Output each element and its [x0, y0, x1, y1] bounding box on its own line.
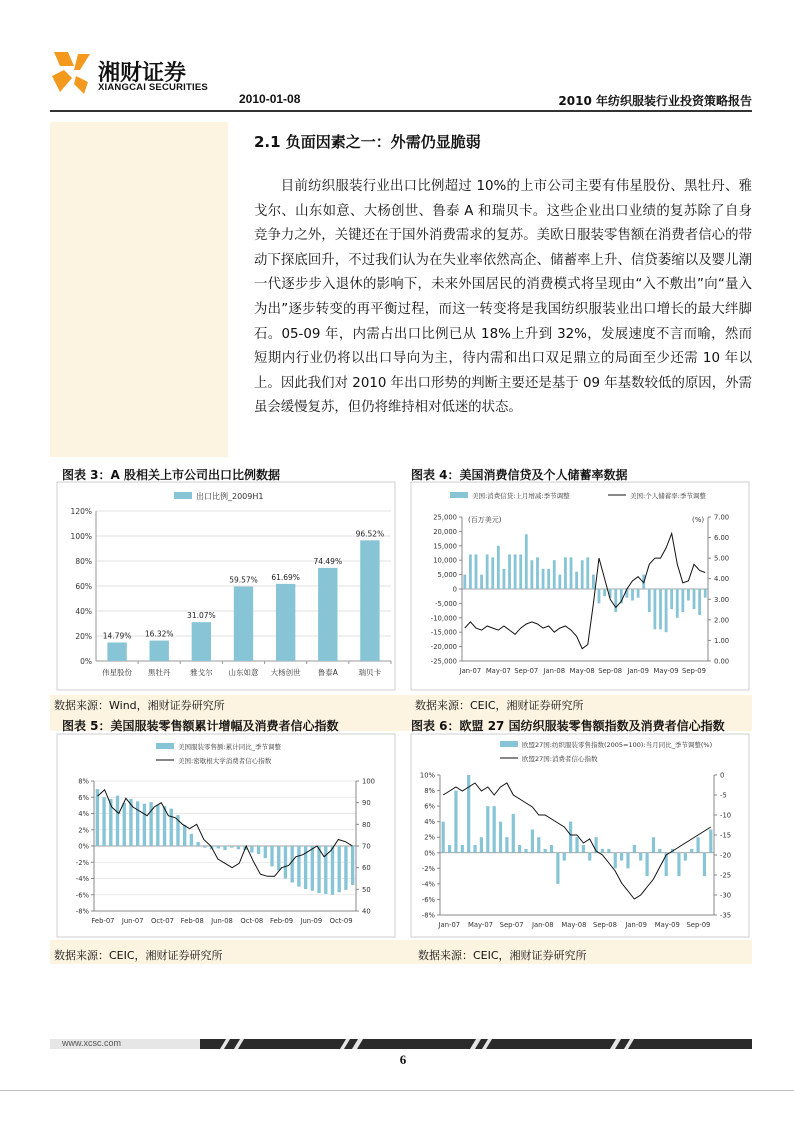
x-tick-label: Jan-07 — [438, 921, 461, 929]
bar — [196, 842, 199, 846]
left-tick-label: 20,000 — [433, 527, 457, 536]
bar — [575, 837, 578, 853]
right-tick-label: 40 — [362, 907, 371, 916]
bar — [143, 804, 146, 846]
bar — [331, 846, 334, 895]
bar — [518, 845, 521, 853]
bar — [703, 853, 706, 876]
x-tick-label: Jun-08 — [211, 917, 233, 925]
bar — [512, 814, 515, 853]
bar — [234, 587, 253, 661]
left-tick-label: 6% — [424, 802, 435, 811]
x-tick-label: 瑞贝卡 — [358, 668, 382, 677]
body-paragraph — [254, 175, 752, 421]
bar — [276, 584, 295, 661]
right-tick-label: 90 — [362, 799, 371, 808]
bar — [493, 806, 496, 853]
bar — [442, 822, 445, 853]
left-tick-label: -8% — [421, 911, 435, 920]
bar — [503, 569, 506, 589]
right-tick-label: 4.00 — [714, 575, 730, 584]
bar — [536, 557, 539, 589]
bar — [318, 568, 337, 661]
left-tick-label: -2% — [421, 864, 435, 873]
bar — [544, 849, 547, 853]
bar — [170, 809, 173, 846]
bar — [116, 796, 119, 846]
bar — [499, 822, 502, 853]
right-tick-label: 80 — [362, 820, 371, 829]
xiangcai-logo-icon — [50, 48, 94, 96]
bar — [588, 853, 591, 861]
bar — [525, 534, 528, 589]
x-tick-label: May-08 — [561, 921, 587, 929]
x-tick-label: May-08 — [569, 667, 595, 675]
x-tick-label: Jun-07 — [121, 917, 144, 925]
bar — [480, 837, 483, 853]
y-tick-label: 80% — [75, 557, 92, 566]
bar — [107, 643, 126, 661]
x-tick-label: 雅戈尔 — [190, 668, 213, 677]
report-date: 2010-01-08 — [239, 92, 301, 106]
left-tick-label: 6% — [78, 793, 89, 802]
left-tick-label: -4% — [75, 875, 89, 883]
left-tick-label: 10,000 — [433, 556, 457, 565]
legend-label-line: 欧盟27国:消费者信心指数 — [522, 755, 598, 763]
x-tick-label: Jan-07 — [459, 667, 482, 675]
bar — [250, 846, 253, 853]
bar — [486, 554, 489, 589]
right-unit-label: (%) — [692, 516, 705, 524]
bar — [519, 554, 522, 589]
left-margin-band — [50, 122, 228, 457]
left-tick-label: 10% — [419, 771, 435, 780]
fig6-chart — [410, 733, 750, 938]
bar — [693, 589, 696, 609]
bar — [469, 554, 472, 589]
left-unit-label: (百万美元) — [468, 516, 502, 524]
bar — [192, 622, 211, 661]
bar — [563, 853, 566, 861]
x-tick-label: Sep-08 — [593, 921, 617, 929]
bar — [223, 846, 226, 850]
bar — [614, 853, 617, 869]
right-tick-label: -5 — [720, 791, 727, 800]
y-tick-label: 40% — [75, 607, 92, 616]
legend-swatch — [174, 492, 192, 499]
x-tick-label: May-07 — [467, 921, 494, 929]
bar — [681, 589, 684, 612]
legend-swatch-bar — [156, 743, 174, 749]
page-number: 6 — [399, 1052, 407, 1067]
right-tick-label: 6.00 — [714, 534, 730, 543]
left-tick-label: 4% — [78, 810, 89, 818]
bar — [607, 849, 610, 853]
right-tick-label: 50 — [362, 885, 371, 894]
bar — [690, 849, 693, 853]
legend-label-bar: 美国:消费信贷:上月增减:季节调整 — [472, 492, 570, 500]
right-tick-label: -35 — [720, 911, 732, 920]
bar — [652, 837, 655, 853]
bar — [475, 554, 478, 589]
bar — [558, 575, 561, 589]
x-tick-label: Jan-08 — [531, 921, 554, 929]
left-tick-label: -25,000 — [430, 657, 457, 666]
bar — [670, 589, 673, 609]
right-tick-label: 3.00 — [714, 595, 730, 604]
bar — [277, 846, 280, 870]
chart-frame — [411, 734, 749, 937]
x-tick-label: Oct-08 — [240, 917, 264, 925]
bar — [311, 846, 314, 891]
fig3-chart — [56, 481, 396, 691]
bar — [291, 846, 294, 883]
right-tick-label: -10 — [720, 811, 732, 820]
left-tick-label: -15,000 — [430, 628, 457, 637]
bar — [324, 846, 327, 894]
right-tick-label: 1.00 — [714, 636, 730, 645]
right-tick-label: -25 — [720, 871, 732, 880]
x-tick-label: Jan-09 — [627, 667, 649, 675]
bar — [665, 589, 668, 632]
bar — [461, 845, 464, 853]
right-tick-label: 70 — [362, 842, 371, 851]
bar — [270, 846, 273, 866]
bar — [684, 853, 687, 861]
left-tick-label: 0 — [452, 585, 457, 594]
bar-value-label: 74.49% — [313, 556, 343, 566]
bar — [230, 846, 233, 848]
right-tick-label: -30 — [720, 891, 732, 900]
bar — [603, 589, 606, 596]
fig3-title: 图表 3：A 股相关上市公司出口比例数据 — [62, 468, 280, 482]
bar — [633, 845, 636, 853]
bar — [601, 849, 604, 853]
bar — [586, 557, 589, 589]
x-tick-label: Jan-08 — [543, 667, 566, 675]
bar — [553, 560, 556, 589]
left-tick-label: 0% — [78, 842, 89, 851]
x-tick-label: Sep-09 — [682, 667, 706, 675]
left-tick-label: -6% — [75, 891, 89, 900]
right-tick-label: 100 — [362, 777, 375, 786]
right-tick-label: 2.00 — [714, 616, 730, 625]
left-tick-label: 5,000 — [437, 571, 457, 580]
left-tick-label: 15,000 — [433, 542, 457, 551]
x-tick-label: 黑牡丹 — [147, 668, 171, 677]
bar — [237, 846, 240, 849]
bar — [264, 846, 267, 858]
x-tick-label: May-09 — [653, 667, 679, 675]
bar — [338, 846, 341, 892]
bar — [537, 837, 540, 853]
left-tick-label: -2% — [75, 858, 89, 867]
left-tick-label: -6% — [421, 895, 435, 904]
bar — [123, 803, 126, 846]
x-tick-label: 鲁泰A — [317, 668, 338, 677]
bar-value-label: 61.69% — [271, 572, 300, 582]
bar — [698, 589, 701, 615]
bar — [626, 853, 629, 869]
bar — [653, 589, 656, 629]
bar — [564, 557, 567, 589]
bar — [297, 846, 300, 887]
left-tick-label: 2% — [424, 833, 435, 842]
bar — [556, 853, 559, 884]
bar — [570, 557, 573, 589]
fig5-chart — [56, 733, 396, 938]
x-tick-label: Sep-07 — [499, 921, 524, 929]
y-tick-label: 100% — [70, 532, 92, 541]
fig6-title: 图表 6：欧盟 27 国纺织服装零售额指数及消费者信心指数 — [411, 719, 725, 733]
y-tick-label: 60% — [75, 582, 92, 591]
bar — [614, 589, 617, 612]
bar — [473, 845, 476, 853]
bar — [687, 589, 690, 601]
left-tick-label: -10,000 — [430, 614, 457, 623]
right-tick-label: 5.00 — [714, 554, 730, 563]
left-tick-label: -5,000 — [435, 599, 457, 608]
bar — [581, 560, 584, 589]
y-tick-label: 120% — [70, 507, 92, 516]
bar — [156, 805, 159, 846]
legend-label: 出口比例_2009H1 — [196, 492, 264, 501]
right-tick-label: 0 — [720, 771, 725, 780]
bar — [639, 853, 642, 861]
brand-name-cn: 湘财证券 — [98, 60, 187, 85]
bar — [637, 589, 640, 598]
left-tick-label: -20,000 — [430, 643, 457, 652]
x-tick-label: Feb-09 — [269, 917, 294, 925]
left-tick-label: 8% — [78, 777, 89, 786]
bar-value-label: 16.32% — [144, 629, 174, 639]
bar — [505, 837, 508, 853]
left-tick-label: 4% — [424, 818, 435, 827]
fig5-source: 数据来源：CEIC，湘财证券研究所 — [54, 949, 223, 962]
bar — [648, 589, 651, 612]
bar — [508, 554, 511, 589]
bar — [531, 829, 534, 852]
bar — [150, 641, 169, 661]
bar — [658, 849, 661, 853]
bar — [454, 791, 457, 853]
fig3-source: 数据来源：Wind，湘财证券研究所 — [54, 699, 225, 712]
right-tick-label: -15 — [720, 831, 732, 840]
bar — [575, 572, 578, 589]
series-line — [98, 790, 353, 877]
bar — [646, 853, 649, 876]
left-tick-label: 8% — [424, 787, 435, 796]
bar — [676, 589, 679, 618]
right-tick-label: 0.00 — [714, 657, 730, 666]
bar-value-label: 96.52% — [355, 529, 385, 539]
bar — [463, 575, 466, 589]
bar-value-label: 59.57% — [229, 575, 258, 585]
bar — [203, 846, 206, 848]
bar — [696, 837, 699, 853]
bar — [486, 806, 489, 853]
legend-label-line: 美国:密歇根大学消费者信心指数 — [178, 757, 272, 765]
bar — [448, 845, 451, 853]
legend-swatch-bar — [500, 741, 518, 747]
bar — [351, 846, 354, 885]
bar — [569, 822, 572, 853]
bar-value-label: 14.79% — [102, 631, 132, 641]
bar — [344, 846, 347, 890]
legend-swatch-bar — [450, 492, 468, 498]
bar — [491, 557, 494, 589]
bar — [284, 846, 287, 879]
x-tick-label: Feb-07 — [91, 917, 115, 925]
left-tick-label: 2% — [78, 826, 89, 835]
bar — [360, 540, 379, 661]
bar — [96, 789, 99, 846]
bar — [257, 846, 260, 854]
x-tick-label: 山东如意 — [228, 668, 259, 677]
bar — [582, 845, 585, 853]
right-tick-label: 60 — [362, 864, 371, 873]
bar — [530, 560, 533, 589]
right-tick-label: -20 — [720, 851, 732, 860]
fig4-source: 数据来源：CEIC，湘财证券研究所 — [415, 699, 584, 712]
brand-name-en: XIANGCAI SECURITIES — [98, 82, 208, 93]
left-tick-label: -4% — [421, 880, 435, 889]
footer-url: www.xcsc.com — [62, 1038, 122, 1048]
bar — [592, 575, 595, 589]
x-tick-label: Sep-09 — [686, 921, 711, 929]
bar — [190, 834, 193, 846]
bar — [102, 797, 105, 846]
bar — [163, 806, 166, 846]
bar — [620, 853, 623, 861]
x-tick-label: Jun-09 — [300, 917, 323, 925]
fig6-source: 数据来源：CEIC，湘财证券研究所 — [418, 949, 587, 962]
bar — [514, 554, 517, 589]
bar-value-label: 31.07% — [187, 611, 216, 621]
paragraph-text: 目前纺织服装行业出口比例超过 10%的上市公司主要有伟星股份、黑牡丹、雅戈尔、山东如意、大杨创世、鲁泰 A 和瑞贝卡。这些企业出口业绩的复苏除了自身竞争力之外，关键还在于国外消费需求的复苏。美欧日服装零售额在消费者信心的带动下探底回升，不过我们认为在失业率依然高企、储蓄率上升、信贷萎缩以及婴儿潮一代逐步步入退休的影响下，未来外国居民的消费模式将呈现由“入不敷出”向“量入为出”逐步转变的再平衡过程，而这一转变将是我国纺织服装业出口增长的最大绊脚石。05-09 年，内需占出口比例已从 18%上升到 32%，发展速度不言而喻，然而短期内行业仍将以出口导向为主，待内需和出口双足鼎立的局面至少还需 10 年以上。因此我们对 2010 年出口形势的判断主要还是基于 09 年基数较低的原因，外需虽会缓慢复苏，但仍将维持相对低迷的状态。 — [254, 179, 752, 416]
x-tick-label: Oct-09 — [329, 917, 353, 925]
x-tick-label: Sep-07 — [514, 667, 539, 675]
bar — [547, 569, 550, 589]
left-tick-label: 25,000 — [433, 513, 457, 522]
bar — [550, 845, 553, 853]
y-tick-label: 20% — [75, 632, 92, 641]
legend-label-bar: 欧盟27国:纺织服装零售指数(2005=100):当月同比_季节调整(%) — [522, 741, 713, 749]
x-tick-label: Jan-09 — [625, 921, 647, 929]
bar — [659, 589, 662, 629]
bar — [598, 589, 601, 603]
bar — [480, 575, 483, 589]
section-title: 2.1 负面因素之一：外需仍显脆弱 — [254, 133, 481, 151]
fig4-chart — [410, 481, 750, 691]
x-tick-label: Feb-08 — [180, 917, 204, 925]
footer-stripe — [50, 1036, 752, 1052]
left-tick-label: 0% — [424, 849, 435, 858]
x-tick-label: May-09 — [654, 921, 680, 929]
page-bottom-rule — [0, 1090, 794, 1091]
bar — [183, 825, 186, 846]
legend-label-bar: 美国服装零售额:累计同比_季节调整 — [178, 743, 281, 751]
bar — [217, 846, 220, 848]
bar — [631, 589, 634, 601]
x-tick-label: Sep-08 — [598, 667, 623, 675]
legend-label-line: 美国:个人储蓄率:季节调整 — [630, 492, 706, 500]
x-tick-label: 大杨创世 — [270, 668, 301, 677]
bar — [542, 569, 545, 589]
right-tick-label: 7.00 — [714, 513, 730, 522]
x-tick-label: May-07 — [485, 667, 511, 675]
x-tick-label: 伟星股份 — [102, 668, 133, 677]
bar — [136, 801, 139, 846]
x-tick-label: Oct-07 — [151, 917, 174, 925]
bar — [704, 589, 707, 598]
fig5-title: 图表 5：美国服装零售额累计增幅及消费者信心指数 — [62, 719, 339, 733]
bar — [677, 853, 680, 876]
bar — [524, 849, 527, 853]
bar — [317, 846, 320, 893]
bar — [709, 829, 712, 852]
bar — [497, 546, 500, 589]
left-tick-label: -8% — [75, 907, 89, 916]
y-tick-label: 0% — [80, 657, 92, 666]
series-line — [465, 534, 705, 649]
fig4-title: 图表 4：美国消费信贷及个人储蓄率数据 — [411, 468, 628, 482]
header-rule — [50, 110, 752, 112]
report-title: 2010 年纺织服装行业投资策略报告 — [558, 94, 752, 108]
